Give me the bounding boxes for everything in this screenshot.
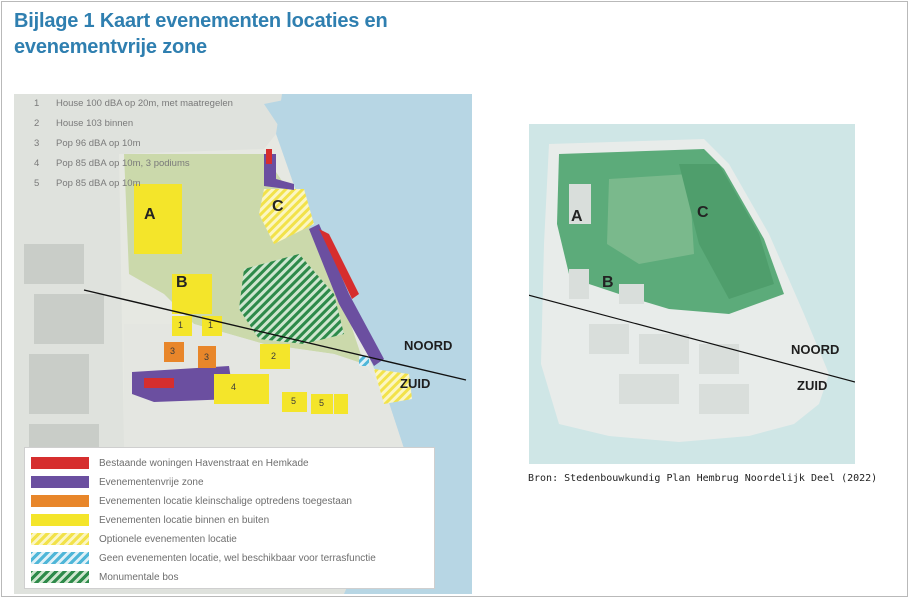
- sound-row-text: House 103 binnen: [56, 118, 134, 129]
- legend-item: [31, 570, 179, 584]
- title-line-2: evenementvrije zone: [14, 36, 207, 58]
- legend-swatch: [31, 552, 89, 564]
- sound-row: [34, 118, 233, 138]
- sound-row-text: Pop 85 dBA op 10m, 3 podiums: [56, 158, 190, 169]
- sound-row-number: 5: [34, 178, 40, 189]
- legend-item: [31, 513, 269, 527]
- label-zuid-left: ZUID: [400, 376, 431, 391]
- existing-houses-north: [266, 149, 272, 164]
- plan-zone-label-b: B: [602, 274, 614, 291]
- legend-label: Evenementen locatie binnen en buiten: [99, 514, 270, 526]
- legend-label: Monumentale bos: [99, 571, 179, 583]
- sound-row: [34, 158, 233, 178]
- legend-swatch: [31, 514, 89, 526]
- zone-label-c: C: [272, 198, 284, 215]
- existing-houses-south: [144, 378, 174, 388]
- sound-row-text: Pop 96 dBA op 10m: [56, 138, 141, 149]
- sound-row: [34, 178, 233, 198]
- legend-label: Bestaande woningen Havenstraat en Hemkade: [99, 457, 309, 469]
- zone-label-b: B: [176, 274, 188, 291]
- sound-level-table: [34, 98, 233, 198]
- legend-item: [31, 475, 204, 489]
- plan-zone-label-c: C: [697, 204, 709, 221]
- page-frame: [1, 1, 908, 597]
- lot-number: 5: [319, 398, 325, 408]
- sound-row: [34, 98, 233, 118]
- legend-item: [31, 456, 309, 470]
- sound-row-number: 3: [34, 138, 40, 149]
- label-noord-right: NOORD: [791, 342, 840, 357]
- lot-number: 4: [231, 382, 237, 392]
- sound-row-number: 4: [34, 158, 40, 169]
- lot-number: 3: [170, 346, 176, 356]
- lot-number: 3: [204, 352, 210, 362]
- legend-swatch: [31, 457, 89, 469]
- sound-row: [34, 138, 233, 158]
- legend-swatch: [31, 533, 89, 545]
- legend-label: Evenementen locatie kleinschalige optredens toegestaan: [99, 495, 352, 507]
- lot-number: 5: [291, 396, 297, 406]
- plan-park: [607, 174, 694, 264]
- sound-row-text: House 100 dBA op 20m, met maatregelen: [56, 98, 233, 109]
- legend-swatch: [31, 495, 89, 507]
- label-zuid-right: ZUID: [797, 378, 828, 393]
- legend-item: [31, 532, 237, 546]
- urban-plan-graphic: [529, 124, 855, 464]
- legend-item: [31, 494, 352, 508]
- urban-plan-map: [529, 124, 855, 464]
- lot-number: 2: [271, 351, 277, 361]
- sound-row-number: 1: [34, 98, 40, 109]
- legend-label: Evenementenvrije zone: [99, 476, 204, 488]
- plan-zone-label-a: A: [571, 208, 583, 225]
- legend-label: Geen evenementen locatie, wel beschikbaar voor terrasfunctie: [99, 552, 376, 564]
- sound-row-number: 2: [34, 118, 40, 129]
- legend-swatch: [31, 571, 89, 583]
- page-title: [14, 8, 387, 60]
- legend-item: [31, 551, 376, 565]
- source-caption: Bron: Stedenbouwkundig Plan Hembrug Noordelijk Deel (2022): [528, 473, 878, 484]
- map-legend: [24, 447, 435, 589]
- label-noord-left: NOORD: [404, 338, 453, 353]
- zone-label-a: A: [144, 206, 156, 223]
- lot-number: 1: [208, 320, 214, 330]
- legend-label: Optionele evenementen locatie: [99, 533, 237, 545]
- title-line-1: Bijlage 1 Kaart evenementen locaties en: [14, 10, 388, 32]
- sound-row-text: Pop 85 dBA op 10m: [56, 178, 141, 189]
- lot-number: 1: [178, 320, 184, 330]
- legend-swatch: [31, 476, 89, 488]
